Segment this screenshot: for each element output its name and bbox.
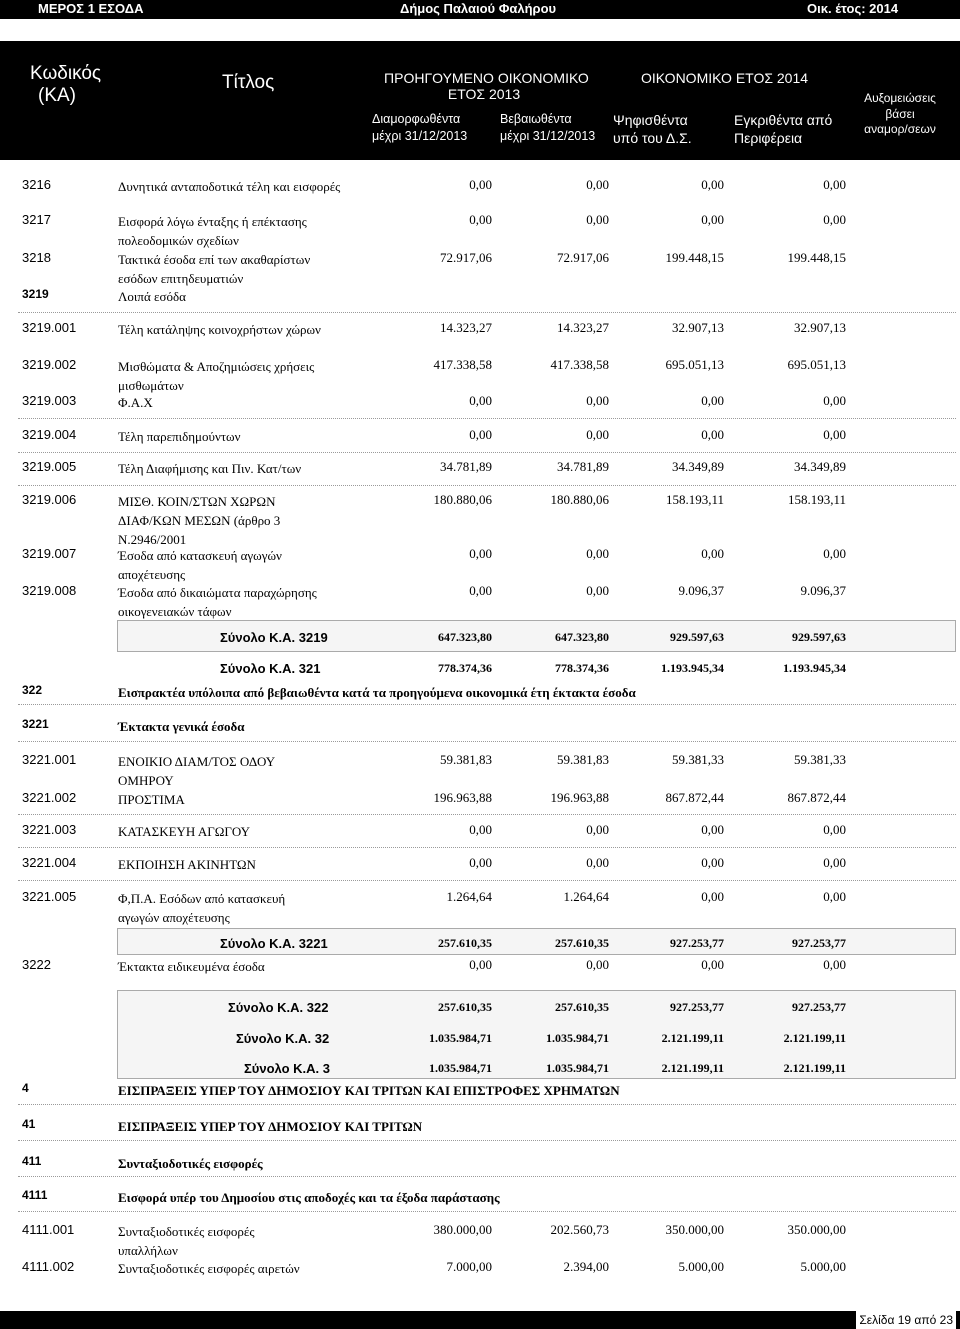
row-code: 4 [22,1081,29,1095]
row-divider [18,485,956,486]
row-formed: 7.000,00 [446,1259,492,1274]
row-approved: 867.872,44 [787,790,846,805]
row-voted: 34.349,89 [672,459,724,474]
row-certified: 1.264,64 [563,889,609,904]
total-certified: 257.610,35 [555,936,609,950]
row-certified: 196.963,88 [550,790,609,805]
row-code: 3221.001 [22,752,77,767]
row-certified: 0,00 [586,957,609,972]
row-divider [18,312,956,313]
row-certified: 34.781,89 [557,459,609,474]
row-approved: 0,00 [823,822,846,837]
row-code: 3217 [22,212,51,227]
row-approved: 0,00 [823,957,846,972]
row-title: ΕΝΟΙΚΙΟ ΔΙΑΜ/ΤΟΣ ΟΔΟΥ ΟΜΗΡΟΥ [118,754,275,788]
row-code: 3219.003 [22,393,77,408]
row-code: 4111 [22,1188,48,1202]
total-label: Σύνολο Κ.Α. 322 [228,1000,329,1015]
row-title: Τέλη Διαφήμισης και Πιν. Κατ/των [118,461,302,476]
header-formed-line1: Διαμορφωθέντα [372,112,461,126]
row-voted: 0,00 [701,957,724,972]
row-formed: 0,00 [469,957,492,972]
row-title: Δυνητικά ανταποδοτικά τέλη και εισφορές [118,179,341,194]
row-divider [18,704,956,705]
fiscal-year-label: Οικ. έτος: 2014 [807,1,899,16]
row-title: Εισφορά υπέρ του Δημοσίου στις αποδοχές και τα έξοδα παράστασης [118,1190,500,1205]
row-title: Έσοδα από κατασκευή αγωγών αποχέτευσης [118,548,282,582]
row-voted: 158.193,11 [665,492,724,507]
total-voted: 2.121.199,11 [661,1031,724,1045]
row-approved: 34.349,89 [794,459,846,474]
row-title: Συνταξιοδοτικές εισφορές υπαλλήλων [118,1224,255,1258]
row-approved: 0,00 [823,427,846,442]
total-certified: 257.610,35 [555,1000,609,1014]
header-code-line1: Κωδικός [30,63,102,84]
row-title: Φ,Π.Α. Εσόδων από κατασκευή αγωγών αποχέτευσης [118,891,286,925]
row-formed: 196.963,88 [433,790,492,805]
row-divider [18,1104,956,1105]
row-formed: 34.781,89 [440,459,492,474]
row-voted: 59.381,33 [672,752,724,767]
row-voted: 0,00 [701,427,724,442]
section-label: ΜΕΡΟΣ 1 ΕΣΟΔΑ [38,1,144,16]
header-prev-year-line1: ΠΡΟΗΓΟΥΜΕΝΟ ΟΙΚΟΝΟΜΙΚΟ [384,70,589,86]
municipality-label: Δήμος Παλαιού Φαλήρου [400,1,557,16]
header-adj-line1: Αυξομειώσεις [864,91,936,105]
total-certified: 1.035.984,71 [546,1031,609,1045]
total-label: Σύνολο Κ.Α. 3219 [220,630,328,645]
total-label: Σύνολο Κ.Α. 3 [244,1061,331,1076]
row-code: 3221.004 [22,855,77,870]
total-certified: 647.323,80 [555,630,609,644]
total-certified: 778.374,36 [555,661,609,675]
row-code: 3219.008 [22,583,77,598]
row-code: 41 [22,1117,36,1131]
total-formed: 257.610,35 [438,936,492,950]
total-voted: 929.597,63 [670,630,724,644]
header-approved-line2: Περιφέρεια [734,130,803,147]
total-certified: 1.035.984,71 [546,1061,609,1075]
row-voted: 32.907,13 [672,320,724,335]
row-approved: 0,00 [823,177,846,192]
row-certified: 180.880,06 [550,492,609,507]
row-divider [18,1211,956,1212]
row-divider [18,741,956,742]
row-formed: 0,00 [469,427,492,442]
row-approved: 350.000,00 [787,1222,846,1237]
row-title: Τέλη παρεπιδημούντων [118,429,241,444]
row-formed: 0,00 [469,393,492,408]
row-certified: 2.394,00 [563,1259,609,1274]
row-certified: 0,00 [586,427,609,442]
footer-bar [0,1311,960,1329]
row-formed: 14.323,27 [440,320,492,335]
row-code: 3219.006 [22,492,77,507]
row-voted: 0,00 [701,822,724,837]
total-label: Σύνολο Κ.Α. 3221 [220,936,328,951]
row-formed: 180.880,06 [433,492,492,507]
row-code: 3219.001 [22,320,77,335]
row-formed: 0,00 [469,546,492,561]
row-approved: 0,00 [823,546,846,561]
row-code: 3218 [22,250,51,265]
row-title: ΕΙΣΠΡΑΞΕΙΣ ΥΠΕΡ ΤΟΥ ΔΗΜΟΣΙΟΥ ΚΑΙ ΤΡΙΤΩΝ [118,1119,423,1134]
row-code: 411 [22,1154,42,1168]
row-title: Έσοδα από δικαιώματα παραχώρησης οικογενειακών τάφων [118,585,317,619]
header-voted-line2: υπό του Δ.Σ. [613,130,692,147]
header-approved-line1: Εγκριθέντα από [734,112,833,128]
row-title: Τέλη κατάληψης κοινοχρήστων χώρων [118,322,321,337]
row-certified: 0,00 [586,177,609,192]
total-formed: 1.035.984,71 [429,1061,492,1075]
row-code: 3221.005 [22,889,77,904]
row-approved: 695.051,13 [787,357,846,372]
row-title: Λοιπά εσόδα [118,289,186,304]
total-voted: 927.253,77 [670,936,724,950]
row-formed: 0,00 [469,822,492,837]
total-approved: 1.193.945,34 [783,661,846,675]
total-formed: 647.323,80 [438,630,492,644]
row-formed: 0,00 [469,583,492,598]
total-formed: 257.610,35 [438,1000,492,1014]
row-voted: 350.000,00 [665,1222,724,1237]
row-formed: 417.338,58 [433,357,492,372]
row-formed: 72.917,06 [440,250,492,265]
total-formed: 1.035.984,71 [429,1031,492,1045]
row-voted: 0,00 [701,889,724,904]
row-title: Συνταξιοδοτικές εισφορές [118,1156,263,1171]
header-certified-line1: Βεβαιωθέντα [500,112,572,126]
row-code: 3216 [22,177,51,192]
row-approved: 199.448,15 [787,250,846,265]
row-code: 4111.002 [22,1259,75,1274]
page-number: Σελίδα 19 από 23 [856,1311,956,1329]
row-certified: 202.560,73 [550,1222,609,1237]
row-approved: 9.096,37 [800,583,846,598]
row-formed: 0,00 [469,177,492,192]
header-certified-line2: μέχρι 31/12/2013 [500,128,596,143]
row-title: Εισπρακτέα υπόλοιπα από βεβαιωθέντα κατά τα προηγούμενα οικονομικά έτη έκτακτα έσοδα [118,685,636,700]
row-title: Τακτικά έσοδα επί των ακαθαρίστων εσόδων επιτηδευματιών [118,252,311,286]
row-title: ΚΑΤΑΣΚΕΥΗ ΑΓΩΓΟΥ [118,824,251,839]
row-divider [18,452,956,453]
total-voted: 1.193.945,34 [661,661,724,675]
row-title: ΕΚΠΟΙΗΣΗ ΑΚΙΝΗΤΩΝ [118,857,256,872]
row-divider [18,880,956,881]
row-certified: 0,00 [586,822,609,837]
row-certified: 59.381,83 [557,752,609,767]
row-approved: 0,00 [823,212,846,227]
row-voted: 9.096,37 [678,583,724,598]
row-code: 4111.001 [22,1222,75,1237]
row-code: 3221.002 [22,790,77,805]
row-formed: 0,00 [469,855,492,870]
header-code-line2: (ΚΑ) [38,84,76,106]
row-title: ΜΙΣΘ. ΚΟΙΝ/ΣΤΩΝ ΧΩΡΩΝ ΔΙΑΦ/ΚΩΝ ΜΕΣΩΝ (άρθρο 3 Ν.2946/2001 [118,494,281,547]
row-voted: 867.872,44 [665,790,724,805]
row-divider [18,1140,956,1141]
row-title: Εισφορά λόγω ένταξης ή επέκτασης πολεοδομικών σχεδίων [118,214,307,248]
row-formed: 380.000,00 [433,1222,492,1237]
row-code: 3219 [22,287,49,301]
row-certified: 0,00 [586,855,609,870]
total-label: Σύνολο Κ.Α. 32 [236,1031,330,1046]
row-voted: 0,00 [701,177,724,192]
row-code: 322 [22,683,43,697]
row-voted: 0,00 [701,212,724,227]
row-title: ΠΡΟΣΤΙΜΑ [118,792,185,807]
row-approved: 158.193,11 [787,492,846,507]
total-voted: 927.253,77 [670,1000,724,1014]
row-voted: 695.051,13 [665,357,724,372]
header-title: Τίτλος [222,72,275,93]
row-approved: 32.907,13 [794,320,846,335]
total-approved: 927.253,77 [792,936,846,950]
total-approved: 2.121.199,11 [783,1031,846,1045]
row-certified: 0,00 [586,393,609,408]
row-title: Συνταξιοδοτικές εισφορές αιρετών [118,1261,300,1276]
header-prev-year-line2: ΕΤΟΣ 2013 [447,86,521,103]
row-formed: 1.264,64 [446,889,492,904]
row-code: 3219.004 [22,427,77,442]
row-certified: 0,00 [586,583,609,598]
row-certified: 14.323,27 [557,320,609,335]
header-adj-line2: βάσει [885,106,915,121]
row-voted: 0,00 [701,855,724,870]
header-formed-line2: μέχρι 31/12/2013 [372,128,468,143]
total-approved: 929.597,63 [792,630,846,644]
row-title: Μισθώματα & Αποζημιώσεις χρήσεις μισθωμάτων [118,359,315,393]
header-adj-line3: αναμορ/σεων [864,122,936,137]
header-voted-line1: Ψηφισθέντα [613,112,688,128]
total-formed: 778.374,36 [438,661,492,675]
row-approved: 5.000,00 [800,1259,846,1274]
row-divider [18,814,956,815]
row-code: 3221.003 [22,822,77,837]
row-code: 3219.002 [22,357,77,372]
row-divider [18,1176,956,1177]
row-formed: 59.381,83 [440,752,492,767]
row-divider [18,847,956,848]
row-title: Φ.Α.Χ [118,395,153,410]
row-certified: 0,00 [586,212,609,227]
row-approved: 59.381,33 [794,752,846,767]
total-voted: 2.121.199,11 [661,1061,724,1075]
row-voted: 5.000,00 [678,1259,724,1274]
row-code: 3222 [22,957,51,972]
row-title: Έκτακτα ειδικευμένα έσοδα [118,959,265,974]
total-approved: 2.121.199,11 [783,1061,846,1075]
row-code: 3219.007 [22,546,77,561]
row-divider [18,418,956,419]
row-certified: 417.338,58 [550,357,609,372]
row-certified: 72.917,06 [557,250,609,265]
header-cur-year: ΟΙΚΟΝΟΜΙΚΟ ΕΤΟΣ 2014 [641,70,809,86]
row-title: Έκτακτα γενικά έσοδα [118,719,245,734]
row-approved: 0,00 [823,393,846,408]
row-certified: 0,00 [586,546,609,561]
row-voted: 0,00 [701,393,724,408]
row-voted: 199.448,15 [665,250,724,265]
row-title: ΕΙΣΠΡΑΞΕΙΣ ΥΠΕΡ ΤΟΥ ΔΗΜΟΣΙΟΥ ΚΑΙ ΤΡΙΤΩΝ ΚΑΙ ΕΠΙΣΤΡΟΦΕΣ ΧΡΗΜΑΤΩΝ [118,1083,620,1098]
total-label: Σύνολο Κ.Α. 321 [220,661,321,676]
row-code: 3221 [22,717,49,731]
row-approved: 0,00 [823,855,846,870]
row-approved: 0,00 [823,889,846,904]
total-approved: 927.253,77 [792,1000,846,1014]
row-voted: 0,00 [701,546,724,561]
row-formed: 0,00 [469,212,492,227]
row-code: 3219.005 [22,459,77,474]
